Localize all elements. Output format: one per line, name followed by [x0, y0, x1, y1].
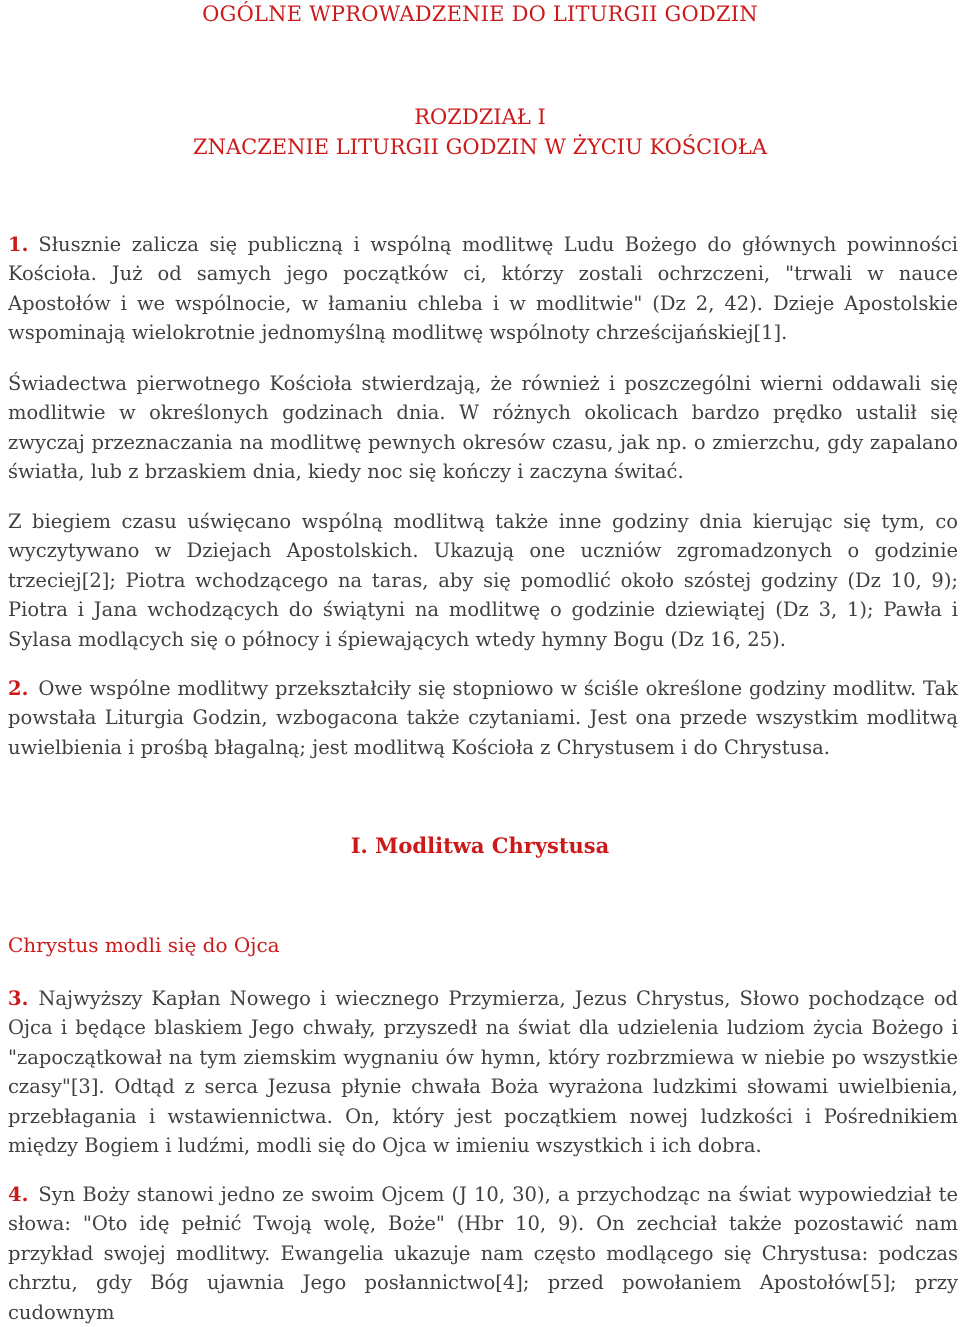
paragraph-text: Słusznie zalicza się publiczną i wspólną modlitwę Ludu Bożego do głównych powinności Kościoła. Już od samych jego początków ci, którzy zostali ochrzczeni, "trwali w nauce Apostołów i we wspólnocie, w łamaniu chleba i w modlitwie" (Dz 2, 42). Dzieje Apostolskie wspominają wielokrotnie jednomyślną modlitwę wspólnoty chrześcijańskiej[1].: [8, 233, 958, 345]
chapter-title: ZNACZENIE LITURGII GODZIN W ŻYCIU KOŚCIOŁA: [193, 135, 767, 159]
paragraph-2: [8, 674, 958, 762]
paragraph-text: Świadectwa pierwotnego Kościoła stwierdzają, że również i poszczególni wierni oddawali się modlitwie w określonych godzinach dnia. W różnych okolicach bardzo prędko ustalił się zwyczaj przeznaczania na modlitwę pewnych okresów czasu, jak np. o zmierzchu, gdy zapalano światła, lub z brzaskiem dnia, kiedy noc się kończy i zaczyna świtać.: [8, 372, 958, 484]
paragraph-text: Owe wspólne modlitwy przekształciły się stopniowo w ściśle określone godziny modlitw. Tak powstała Liturgia Godzin, wzbogacona także czytaniami. Jest ona przede wszystkim modlitwą uwielbienia i prośbą błagalną; jest modlitwą Kościoła z Chrystusem i do Chrystusa.: [8, 677, 958, 759]
document-title: OGÓLNE WPROWADZENIE DO LITURGII GODZIN: [202, 2, 758, 26]
sub-heading: Chrystus modli się do Ojca: [8, 933, 280, 957]
paragraph-number: 2.: [8, 677, 29, 700]
paragraph-number: 3.: [8, 987, 29, 1010]
paragraph-1: [8, 230, 958, 348]
paragraph-1b: [8, 369, 958, 487]
paragraph-1c: [8, 507, 958, 654]
paragraph-4: [8, 1180, 958, 1327]
paragraph-text: Najwyższy Kapłan Nowego i wiecznego Przymierza, Jezus Chrystus, Słowo pochodzące od Ojca i będące blaskiem Jego chwały, przyszedł na świat dla udzielenia ludziom życia Bożego i "zapoczątkował na tym ziemskim wygnaniu ów hymn, który rozbrzmiewa w niebie po wszystkie czasy"[3]. Odtąd z serca Jezusa płynie chwała Boża wyrażona ludzkimi słowami uwielbienia, przebłagania i wstawiennictwa. On, który jest początkiem nowej ludzkości i Pośrednikiem między Bogiem i ludźmi, modli się do Ojca w imieniu wszystkich i ich dobra.: [8, 987, 958, 1158]
paragraph-text: Z biegiem czasu uświęcano wspólną modlitwą także inne godziny dnia kierując się tym, co wyczytywano w Dziejach Apostolskich. Ukazują one uczniów zgromadzonych o godzinie trzeciej[2]; Piotra wchodzącego na taras, aby się pomodlić około szóstej godziny (Dz 10, 9); Piotra i Jana wchodzących do świątyni na modlitwę o godzinie dziewiątej (Dz 3, 1); Pawła i Sylasa modlących się o północy i śpiewających wtedy hymny Bogu (Dz 16, 25).: [8, 510, 958, 651]
paragraph-3: [8, 984, 958, 1160]
section-heading: I. Modlitwa Chrystusa: [350, 833, 610, 858]
paragraph-number: 1.: [8, 233, 29, 256]
paragraph-number: 4.: [8, 1183, 29, 1206]
paragraph-text: Syn Boży stanowi jedno ze swoim Ojcem (J 10, 30), a przychodząc na świat wypowiedział te słowa: "Oto idę pełnić Twoją wolę, Boże" (Hbr 10, 9). On zechciał także pozostawić nam przykład swojej modlitwy. Ewangelia ukazuje nam często modlącego się Chrystusa: podczas chrztu, gdy Bóg ujawnia Jego posłannictwo[4]; przed powołaniem Apostołów[5]; przy cudownym: [8, 1183, 958, 1324]
chapter-label: ROZDZIAŁ I: [414, 105, 546, 129]
chapter-heading: [0, 102, 960, 162]
